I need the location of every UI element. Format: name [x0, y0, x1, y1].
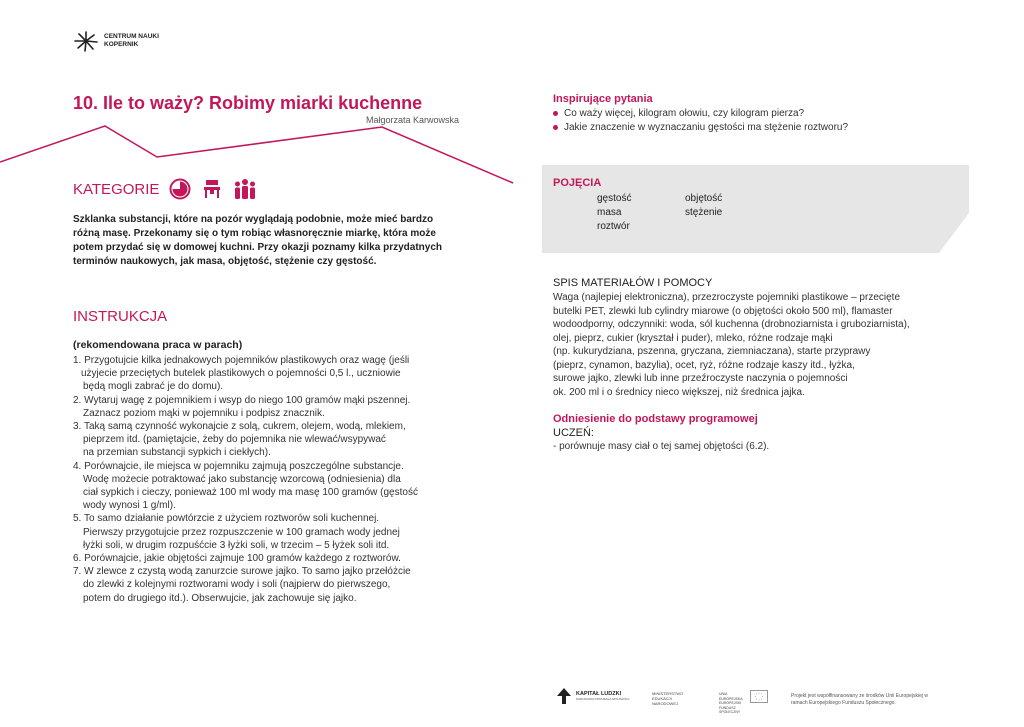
list-item — [553, 107, 848, 121]
spis-line: butelki PET, zlewki lub cylindry miarowe (o objętości około 500 ml), flamaster — [553, 305, 893, 317]
odniesienie-subtitle: UCZEŃ: — [553, 427, 594, 439]
step-line: potem do drugiego itd.). Obserwujcie, jak zachowuje się jajko. — [83, 592, 357, 604]
spis-line: olej, pieprz, cukier (kryształ i puder), mleko, różne rodzaje mąki — [553, 332, 833, 344]
logo-line-2: KOPERNIK — [104, 41, 139, 48]
logo-line-1: CENTRUM NAUKI — [104, 33, 159, 40]
term: masa — [597, 207, 622, 218]
author: Małgorzata Karwowska — [366, 115, 460, 125]
inspirujace-list — [553, 107, 848, 134]
step-line: 2. Wytaruj wagę z pojemnikiem i wsyp do niego 100 gramów mąki pszennej. — [73, 394, 411, 406]
step-line: Wodę możecie potraktować jako substancję wzorcową (odniesienia) dla — [83, 473, 401, 485]
spis-line: Waga (najlepiej elektroniczna), przezroczyste pojemniki plastikowe – przecięte — [553, 292, 901, 303]
eu-flag-icon — [750, 690, 768, 703]
kategorie-section — [73, 178, 257, 200]
odniesienie-title: Odniesienie do podstawy programowej — [553, 413, 758, 425]
step-line: łyżki soli, w drugim rozpuśćcie 3 łyżki soli, w trzecim – 5 łyżek soli itd. — [83, 539, 390, 551]
kategorie-icons — [169, 178, 257, 200]
clock-icon — [169, 178, 191, 200]
step-line: 7. W zlewce z czystą wodą zanurzcie surowe jajko. To samo jajko przełóżcie — [73, 566, 411, 578]
spis-line: (pieprz, cynamon, bazylia), ocet, ryż, różne rodzaje kaszy itd., łyżka, — [553, 359, 855, 371]
step-line: pieprzem itd. (pamiętajcie, żeby do pojemnika nie wlewać/wsypywać — [83, 434, 386, 446]
question-text: Jakie znaczenie w wyznaczaniu gęstości ma stężenie roztworu? — [564, 121, 849, 133]
group-icon — [233, 178, 257, 200]
instrukcja-title: INSTRUKCJA — [73, 308, 168, 325]
kategorie-title: KATEGORIE — [73, 180, 160, 198]
step-line: będą mogli zabrać je do domu). — [83, 381, 224, 393]
step-line: na przemian substancji sypkich i ciekłych). — [83, 447, 271, 459]
instrukcja-subtitle: (rekomendowana praca w parach) — [73, 339, 243, 351]
kapital-ludzki-logo — [557, 688, 629, 704]
spis-line: ok. 200 ml i o średnicy nieco większej, niż średnica jajka. — [553, 386, 805, 398]
intro-paragraph: Szklanka substancji, które na pozór wyglądają podobnie, może mieć bardzo różną masę. Przekonamy się o tym robiąc własnoręcznie miarkę, która może potem przydać się w domowej kuchni. Przy okazji poznamy kilka przydatnych terminów naukowych, jak masa, objętość, stężenie czy gęstość. — [73, 214, 442, 267]
step-line: do zlewki z kolejnymi roztworami wody i soli (najpierw do pierwszego, — [83, 579, 391, 591]
step-line: użyjecie przeciętych butelek plastikowych o pojemności 0,5 l., uczniowie — [81, 368, 401, 380]
desk-chair-icon — [201, 178, 223, 200]
ministerstwo-logo: MINISTERSTWO EDUKACJI NARODOWEJ — [652, 691, 684, 706]
pojecia-title: POJĘCIA — [553, 177, 602, 189]
step-line: ciał sypkich i cieczy, ponieważ 100 ml wody ma masę 100 gramów (gęstość — [83, 487, 418, 499]
spis-text — [553, 291, 963, 399]
step-line: wody wynosi 1 g/ml). — [83, 500, 176, 512]
bullet-icon — [553, 111, 558, 116]
step-line: 4. Porównajcie, ile miejsca w pojemniku zajmują poszczególne substancje. — [73, 460, 404, 472]
term: objętość — [685, 193, 723, 204]
step-line: 5. To samo działanie powtórzcie z użyciem roztworów soli kuchennej. — [73, 513, 380, 525]
term: roztwór — [597, 221, 630, 232]
spis-title: SPIS MATERIAŁÓW I POMOCY — [553, 277, 713, 289]
kapital-ludzki-icon — [557, 688, 571, 704]
instrukcja-steps — [73, 354, 473, 605]
odniesienie-text: - porównuje masy ciał o tej samej objętości (6.2). — [553, 441, 770, 452]
step-line: 6. Porównajcie, jakie objętości zajmuje 100 gramów każdego z roztworów. — [73, 553, 401, 565]
list-item — [553, 121, 848, 135]
page-title: 10. Ile to waży? Robimy miarki kuchenne — [73, 93, 423, 113]
ue-text: UNIA EUROPEJSKA EUROPEJSKI FUNDUSZ SPOŁECZNY — [719, 692, 743, 714]
inspirujace-title: Inspirujące pytania — [553, 93, 653, 105]
pojecia-column-1 — [597, 192, 631, 234]
step-line: Pierwszy przygotujcie przez rozpuszczenie w 100 gramach wody jednej — [83, 526, 400, 538]
pojecia-column-2 — [685, 192, 722, 220]
spis-line: surowe jajko, zlewki lub inne przeźroczyste naczynia o pojemności — [553, 373, 848, 384]
spis-line: (np. kukurydziana, pszenna, gryczana, ziemniaczana), starte przyprawy — [553, 346, 871, 357]
question-text: Co waży więcej, kilogram ołowiu, czy kilogram pierza? — [564, 108, 805, 119]
projekt-text: Projekt jest współfinansowany ze środków Unii Europejskiej w ramach Europejskiego Funduszu Społecznego. — [791, 693, 929, 706]
bullet-icon — [553, 125, 558, 130]
footer-logos — [557, 688, 929, 714]
term: stężenie — [685, 207, 723, 218]
kapital-ludzki-subtitle: NARODOWA STRATEGIA SPÓJNOŚCI — [576, 697, 630, 701]
step-line: 3. Taką samą czynność wykonajcie z solą, cukrem, olejem, wodą, mlekiem, — [73, 421, 406, 433]
step-line: Zaznacz poziom mąki w pojemniku i podpisz znacznik. — [83, 407, 325, 419]
kapital-ludzki-title: KAPITAŁ LUDZKI — [576, 691, 622, 697]
term: gęstość — [597, 193, 632, 204]
spis-line: wodoodporny, odczynniki: woda, sól kuchenna (drobnoziarnista i gruboziarnista), — [553, 319, 910, 330]
step-line: 1. Przygotujcie kilka jednakowych pojemników plastikowych oraz wagę (jeśli — [73, 355, 410, 366]
